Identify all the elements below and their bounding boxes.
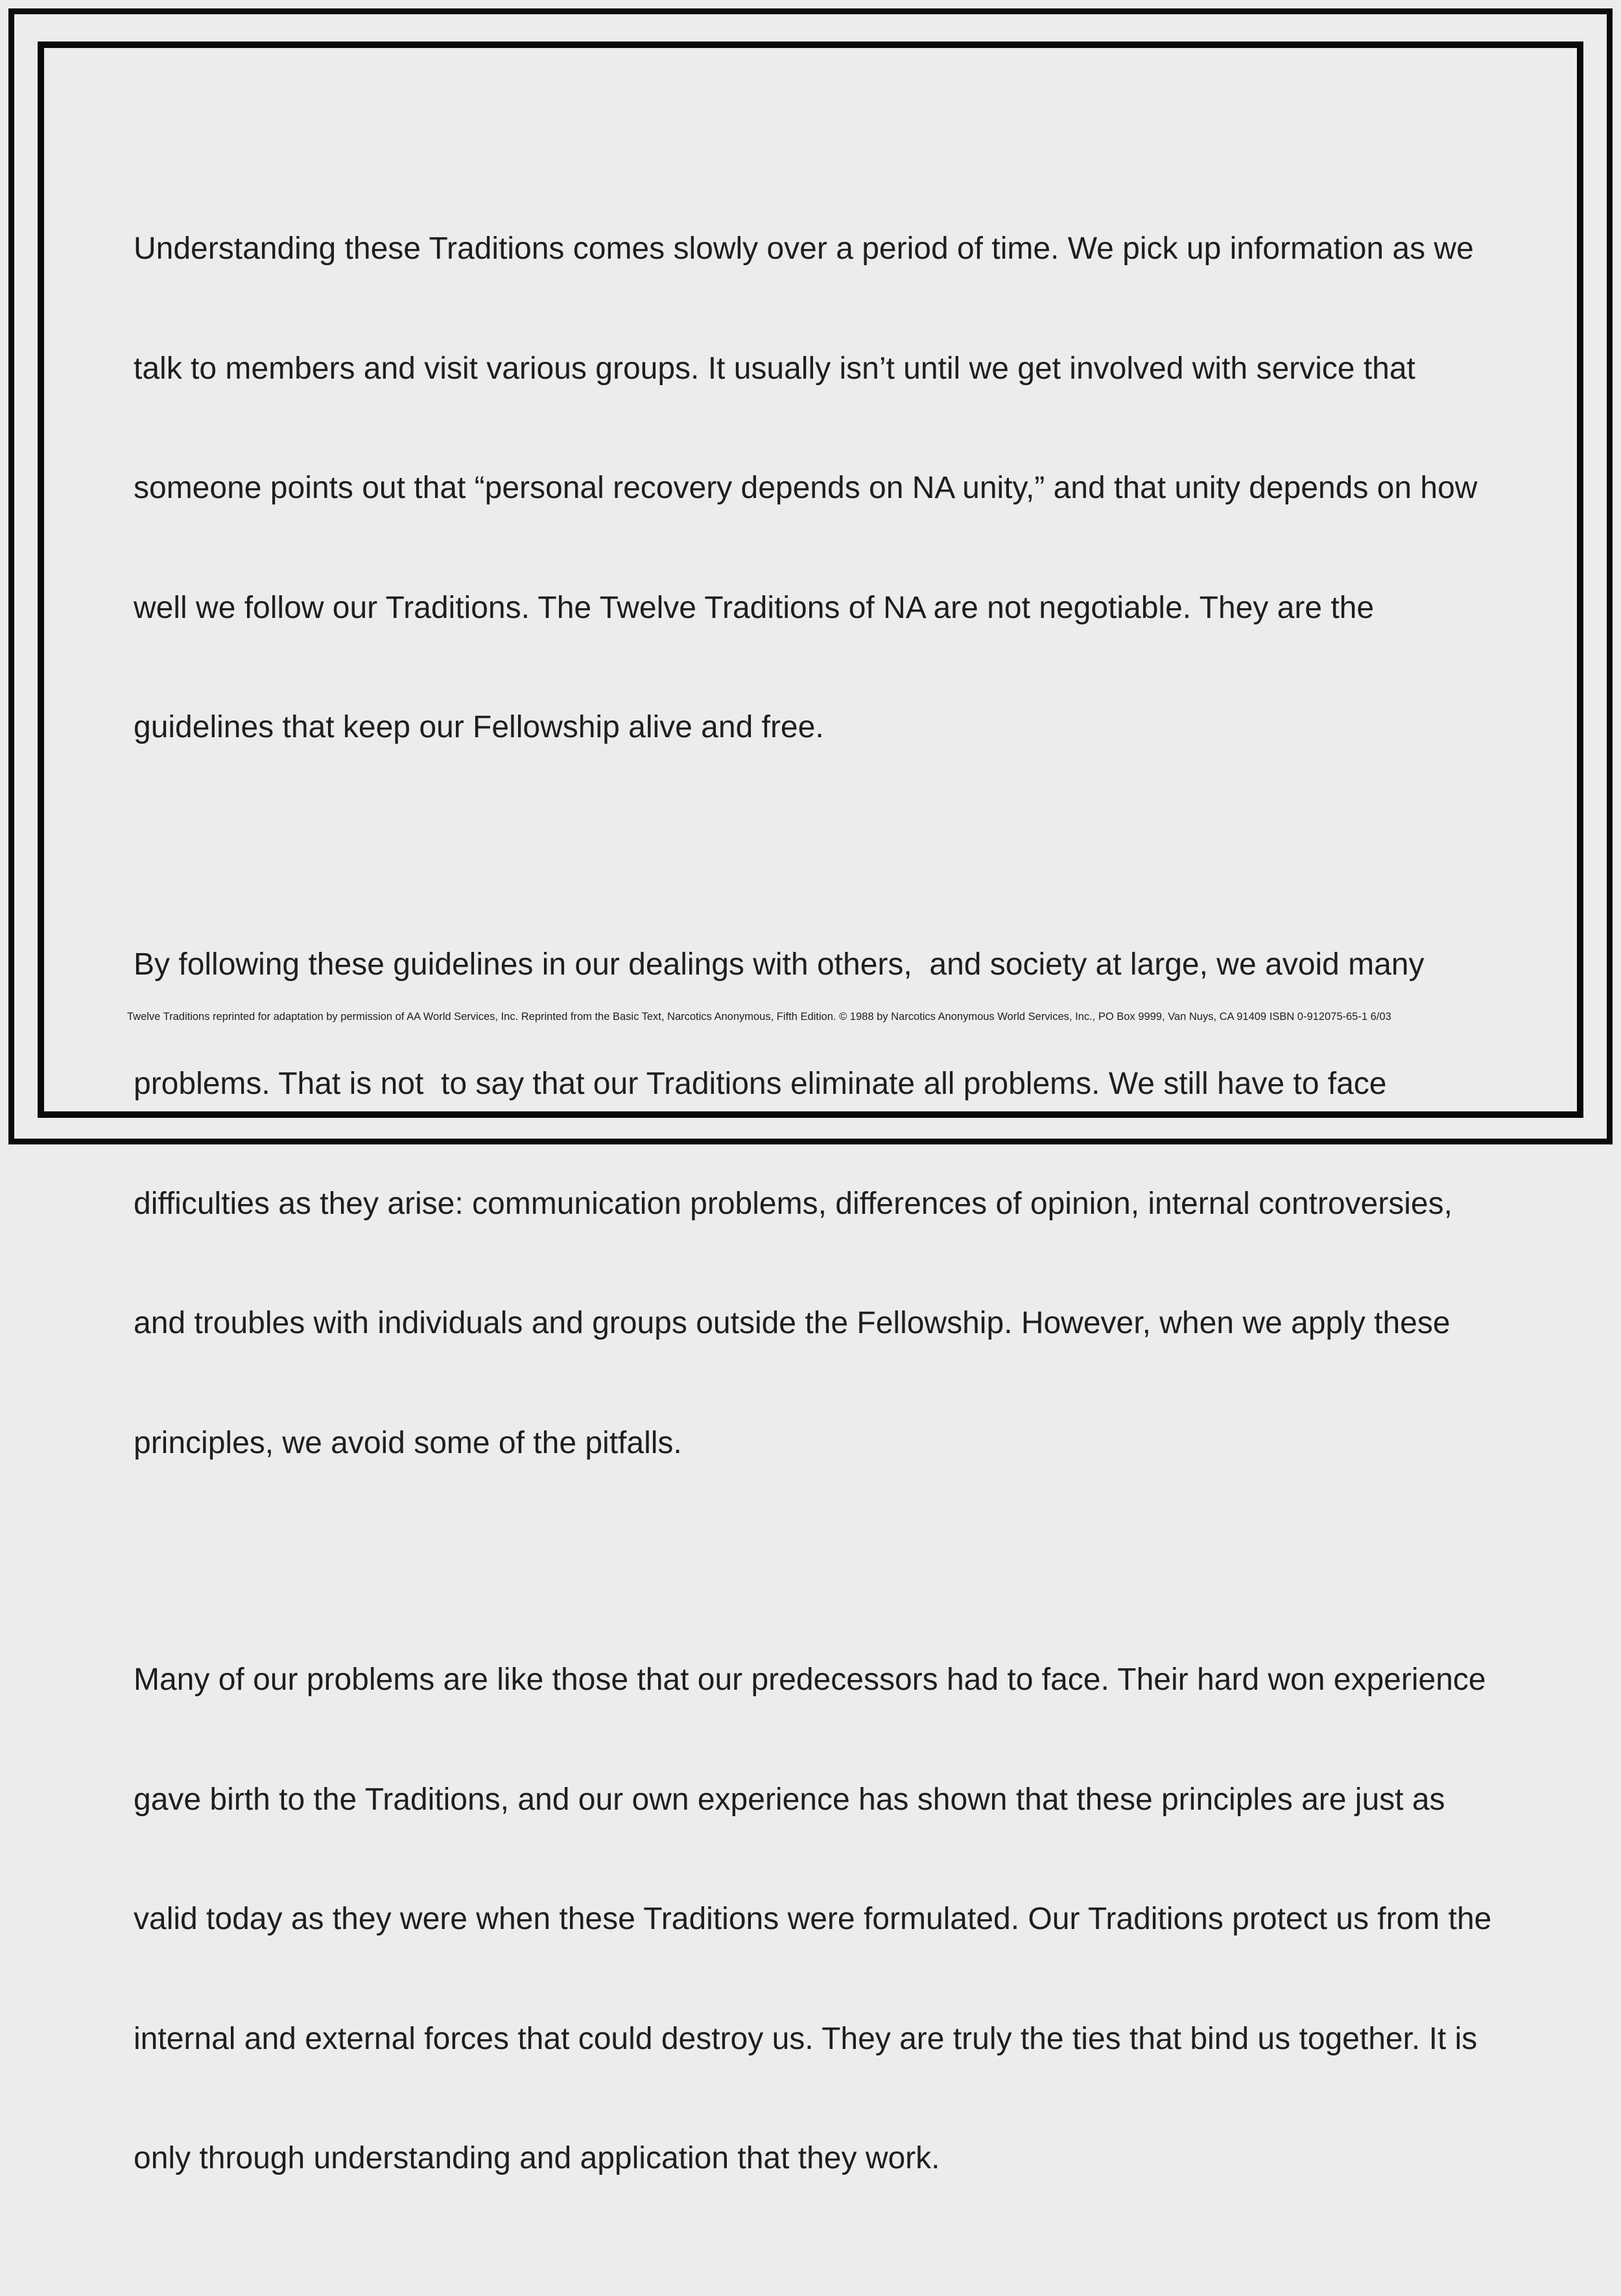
text-line: gave birth to the Traditions, and our own experience has shown that these principles are just as [134,1782,1445,1817]
text-line: talk to members and visit various groups. It usually isn’t until we get involved with service that [134,351,1415,386]
text-line: difficulties as they arise: communication problems, differences of opinion, internal controversies, [134,1186,1452,1221]
text-line: Understanding these Traditions comes slowly over a period of time. We pick up information as we [134,231,1474,266]
text-line: internal and external forces that could destroy us. They are truly the ties that bind us together. It is [134,2021,1478,2056]
text-line: guidelines that keep our Fellowship alive and free. [134,710,824,744]
text-line: By following these guidelines in our dealings with others, and society at large, we avoid many [134,947,1425,982]
text-line: someone points out that “personal recovery depends on NA unity,” and that unity depends on how [134,471,1478,505]
text-line: valid today as they were when these Traditions were formulated. Our Traditions protect us from the [134,1902,1492,1936]
text-line: principles, we avoid some of the pitfalls. [134,1425,682,1460]
paragraph-3 [134,1580,1508,2258]
text-line: and troubles with individuals and groups outside the Fellowship. However, when we apply these [134,1306,1450,1340]
paragraph-2 [134,865,1508,1543]
text-line: well we follow our Traditions. The Twelve Traditions of NA are not negotiable. They are the [134,590,1375,625]
paragraph-1 [134,149,1508,827]
document-body [134,149,1508,2296]
text-line: Many of our problems are like those that our predecessors had to face. Their hard won experience [134,1663,1486,1697]
text-line: problems. That is not to say that our Traditions eliminate all problems. We still have to face [134,1067,1387,1101]
copyright-footnote: Twelve Traditions reprinted for adaptation by permission of AA World Services, Inc. Reprinted from the Basic Text, Narcotics Anonymous, Fifth Edition. © 1988 by Narcotics Anonymous World Services, Inc., PO Box 9999, Van Nuys, CA 91409 ISBN 0-912075-65-1 6/03 [127,1011,1391,1023]
text-line: only through understanding and application that they work. [134,2141,940,2175]
